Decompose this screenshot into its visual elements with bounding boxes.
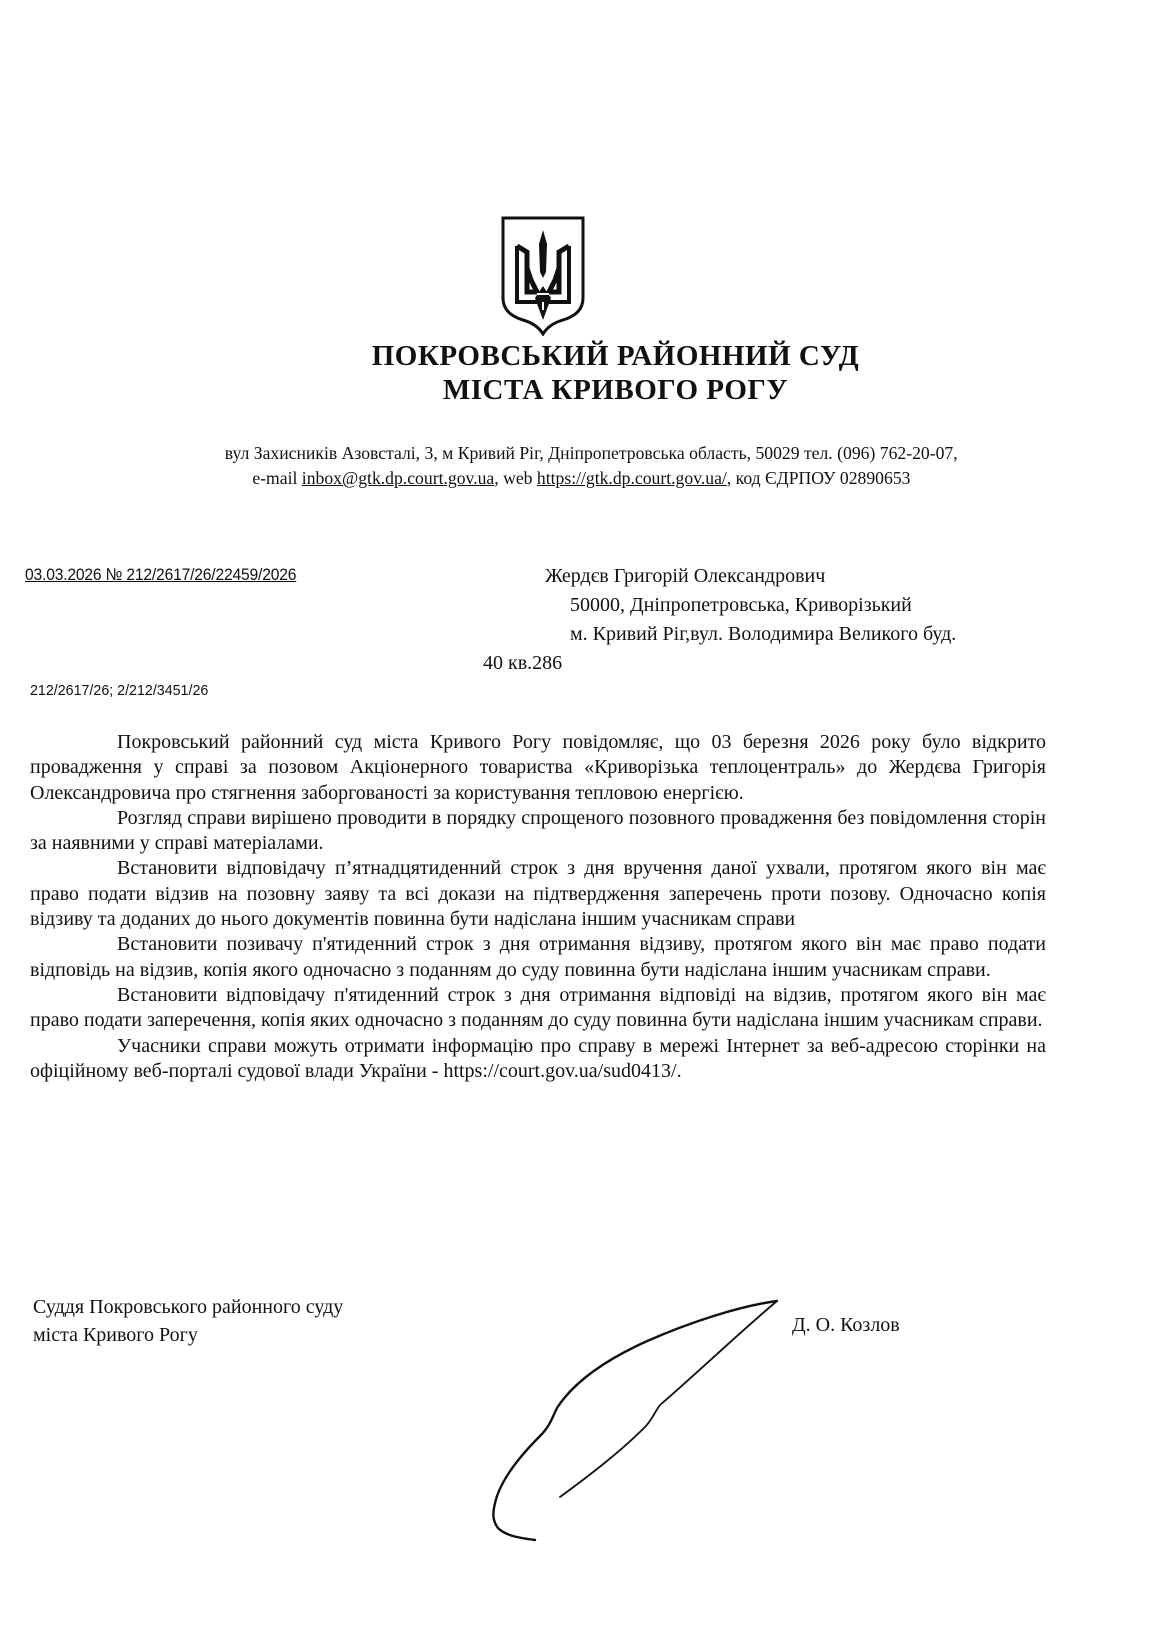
letter-body: [30, 730, 1046, 1084]
handwritten-signature-icon: [440, 1280, 780, 1620]
court-address: вул Захисників Азовсталі, 3, м Кривий Ріг, Дніпропетровська область, 50029 тел. (096) 762-20-07,: [224, 443, 958, 463]
judge-name: Д. О. Козлов: [792, 1314, 900, 1336]
email-label: e-mail: [252, 468, 302, 488]
case-reference: 212/2617/26; 2/212/3451/26: [30, 682, 209, 699]
body-paragraph: Покровський районний суд міста Кривого Рогу повідомляє, що 03 березня 2026 року було відкрито провадження у справі за позовом Акціонерного товариства «Криворізька теплоцентраль» до Жердєва Григорія Олександровича про стягнення заборгованості за користування тепловою енергією.: [30, 731, 1046, 804]
court-name-line1: ПОКРОВСЬКИЙ РАЙОННИЙ СУД: [371, 340, 860, 372]
court-contacts: [12, 466, 1142, 491]
recipient-address-line1: 50000, Дніпропетровська, Криворізький: [570, 594, 912, 616]
body-paragraph: Учасники справи можуть отримати інформацію про справу в мережі Інтернет за веб-адресою сторінки на офіційному веб-порталі судової влади України - https://court.gov.ua/sud0413/.: [30, 1034, 1046, 1082]
trident-emblem-icon: [497, 210, 589, 336]
signer-title: [33, 1293, 343, 1349]
web-label: , web: [494, 468, 537, 488]
recipient-address-line2: м. Кривий Ріг,вул. Володимира Великого буд.: [570, 623, 957, 645]
recipient-name: Жердєв Григорій Олександрович: [545, 565, 826, 587]
body-paragraph: Встановити відповідачу п'ятиденний строк з дня отримання відповіді на відзив, протягом якого він має право подати заперечення, копія яких одночасно з поданням до суду повинна бути надіслана іншим учасникам справи.: [30, 983, 1046, 1032]
body-paragraph: Встановити позивачу п'ятиденний строк з дня отримання відзиву, протягом якого він має право подати відповідь на відзив, копія якого одночасно з поданням до суду повинна бути надіслана іншим учасникам справи.: [30, 933, 1046, 981]
outgoing-date-number: 03.03.2026 № 212/2617/26/22459/2026: [25, 565, 297, 584]
court-name-line2: МІСТА КРИВОГО РОГУ: [442, 374, 789, 406]
recipient-address-line3: 40 кв.286: [483, 652, 563, 674]
email-link[interactable]: inbox@gtk.dp.court.gov.ua: [301, 468, 495, 488]
signer-title-line1: Суддя Покровського районного суду: [33, 1296, 344, 1318]
signer-title-line2: міста Кривого Рогу: [33, 1324, 198, 1346]
edrpou-code: , код ЄДРПОУ 02890653: [726, 468, 911, 488]
body-paragraph: Розгляд справи вирішено проводити в порядку спрощеного позовного провадження без повідомлення сторін за наявними у справі матеріалами.: [30, 806, 1046, 855]
web-link[interactable]: https://gtk.dp.court.gov.ua/: [536, 468, 727, 488]
body-paragraph: Встановити відповідачу п’ятнадцятиденний строк з дня вручення даної ухвали, протягом якого він має право подати відзив на позовну заяву та всі докази на підтвердження заперечень проти позову. Одночасно копія відзиву та доданих до нього документів повинна бути надіслана іншим учасникам справи: [30, 857, 1046, 931]
